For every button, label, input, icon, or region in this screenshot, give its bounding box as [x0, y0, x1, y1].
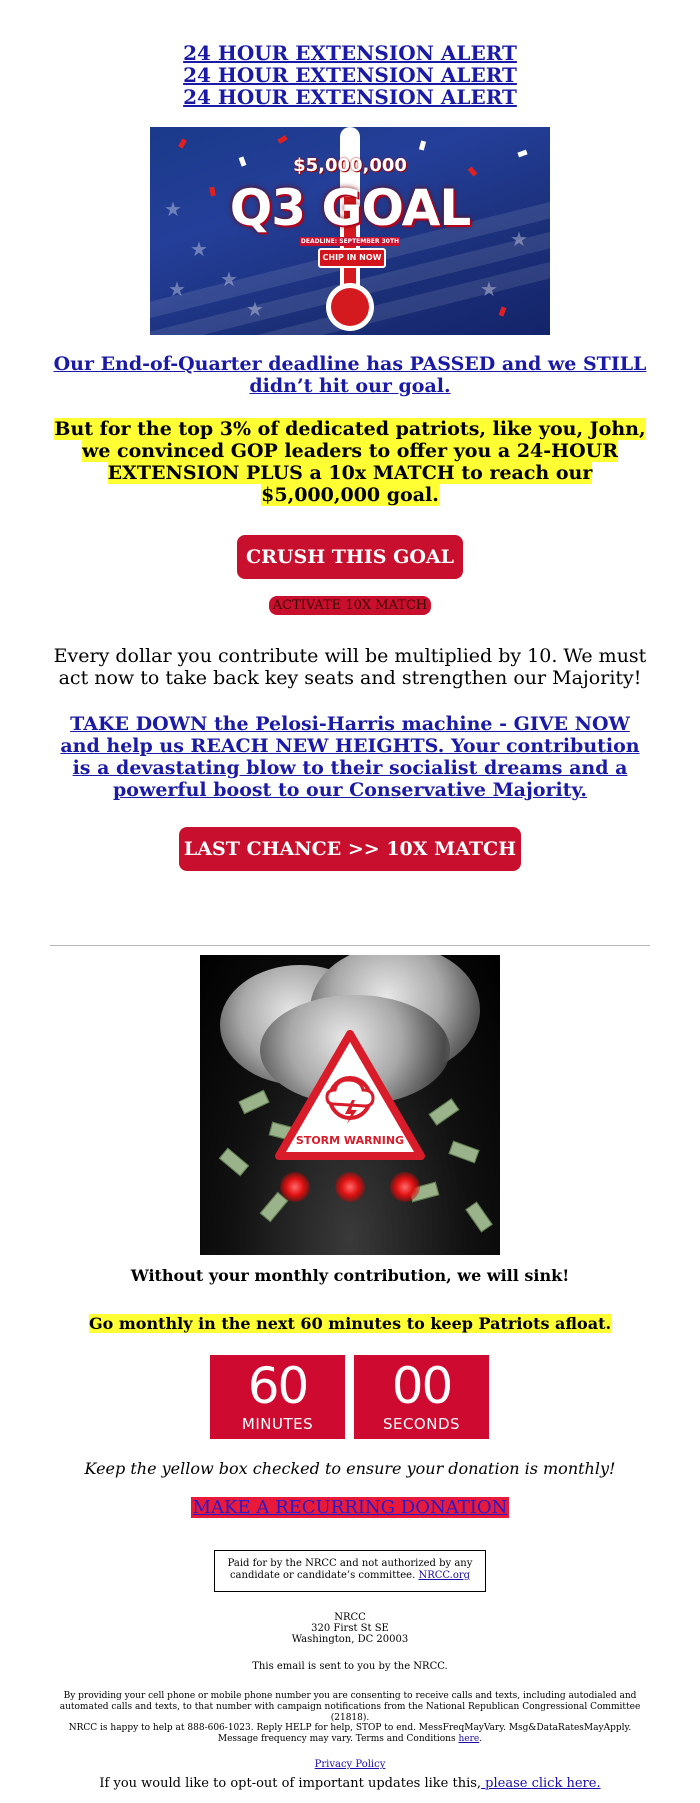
- deadline-paragraph: [50, 353, 650, 397]
- confetti: [277, 135, 287, 144]
- goal-amount: $5,000,000: [293, 155, 407, 176]
- money-icon: [219, 1148, 249, 1177]
- star-icon: ★: [190, 237, 208, 261]
- money-icon: [448, 1141, 479, 1164]
- help-period: .: [479, 1734, 483, 1744]
- activate-match-button[interactable]: ACTIVATE 10X MATCH: [269, 596, 432, 615]
- q3-goal-banner[interactable]: [150, 127, 550, 335]
- keep-yellow-note: Keep the yellow box checked to ensure your donation is monthly!: [84, 1459, 616, 1478]
- star-icon: ★: [246, 297, 264, 321]
- confetti: [178, 138, 187, 148]
- warning-light: [390, 1172, 420, 1202]
- address-org: NRCC: [334, 1612, 366, 1623]
- storm-warning-label: STORM WARNING: [295, 1134, 405, 1147]
- minutes-value: 60: [247, 1357, 308, 1415]
- go-monthly-text: Go monthly in the next 60 minutes to keep Patriots afloat.: [88, 1314, 612, 1333]
- star-icon: ★: [220, 267, 238, 291]
- goal-deadline: DEADLINE: SEPTEMBER 30TH: [300, 238, 400, 245]
- paid-for-text: Paid for by the NRCC and not authorized by any candidate or candidate’s committee.: [227, 1558, 473, 1581]
- privacy-policy-link[interactable]: Privacy Policy: [314, 1759, 386, 1770]
- alert-link-1[interactable]: 24 HOUR EXTENSION ALERT: [183, 41, 517, 65]
- multiplier-paragraph: Every dollar you contribute will be multiplied by 10. We must act now to take back key seats and strengthen our Majority!: [53, 645, 647, 689]
- star-icon: ★: [480, 277, 498, 301]
- seconds-label: SECONDS: [382, 1415, 461, 1433]
- terms-link[interactable]: here: [458, 1734, 480, 1744]
- privacy-row: [0, 1759, 700, 1770]
- warning-light: [280, 1172, 310, 1202]
- chip-in-button[interactable]: CHIP IN NOW: [318, 248, 386, 268]
- takedown-paragraph: [50, 713, 650, 801]
- mailing-address: [0, 1612, 700, 1645]
- sent-by-text: This email is sent to you by the NRCC.: [252, 1661, 448, 1672]
- deadline-link[interactable]: Our End-of-Quarter deadline has PASSED and we STILL didn’t hit our goal.: [53, 353, 647, 397]
- minutes-label: MINUTES: [241, 1415, 314, 1433]
- star-icon: ★: [510, 227, 528, 251]
- paid-for-box: [214, 1550, 486, 1592]
- go-monthly-row: [0, 1314, 700, 1333]
- countdown-seconds: [354, 1355, 489, 1439]
- help-text-row: [50, 1723, 650, 1745]
- storm-warning-sign: [275, 1030, 425, 1160]
- money-icon: [429, 1098, 460, 1126]
- last-chance-button[interactable]: LAST CHANCE >> 10X MATCH: [179, 827, 521, 871]
- star-icon: ★: [168, 277, 186, 301]
- alert-link-3[interactable]: 24 HOUR EXTENSION ALERT: [183, 85, 517, 109]
- optout-link[interactable]: please click here.: [481, 1776, 601, 1791]
- money-icon: [465, 1202, 493, 1233]
- recurring-donation-link[interactable]: MAKE A RECURRING DONATION: [192, 1497, 508, 1518]
- goal-title: Q3 GOAL: [229, 179, 471, 237]
- consent-text: By providing your cell phone or mobile phone number you are consenting to receive calls and texts, including autodialed and automated calls and texts, to that number with campaign notifications from the National Republican Congressional Committee (21818).: [59, 1691, 641, 1723]
- star-icon: ★: [164, 197, 182, 221]
- sink-heading: Without your monthly contribution, we will sink!: [130, 1266, 570, 1285]
- recurring-row: [0, 1497, 700, 1518]
- address-city: Washington, DC 20003: [291, 1634, 409, 1645]
- storm-warning-image[interactable]: [200, 955, 500, 1255]
- confetti: [419, 141, 426, 151]
- confetti: [499, 306, 507, 316]
- takedown-link[interactable]: TAKE DOWN the Pelosi-Harris machine - GIVE NOW and help us REACH NEW HEIGHTS. Your contribution is a devastating blow to their socialist dreams and a powerful boost to our Conservative Majority.: [60, 713, 640, 801]
- optout-row: [0, 1776, 700, 1791]
- nrcc-link[interactable]: NRCC.org: [418, 1570, 471, 1581]
- section-divider: [50, 945, 650, 946]
- warning-light: [335, 1172, 365, 1202]
- activate-match-row: [0, 598, 700, 613]
- help-text: NRCC is happy to help at 888-606-1023. Reply HELP for help, STOP to end. MessFreqMayVary. Msg&DataRatesMayApply. Message frequency may vary. Terms and Conditions: [68, 1723, 632, 1744]
- crush-goal-button[interactable]: CRUSH THIS GOAL: [237, 535, 463, 579]
- extension-alert: [0, 42, 700, 108]
- seconds-value: 00: [391, 1357, 452, 1415]
- alert-link-2[interactable]: 24 HOUR EXTENSION ALERT: [183, 63, 517, 87]
- address-street: 320 First St SE: [311, 1623, 389, 1634]
- extension-offer-paragraph: [48, 418, 652, 506]
- countdown-minutes: [210, 1355, 345, 1439]
- optout-text: If you would like to opt-out of important updates like this,: [99, 1776, 482, 1791]
- money-icon: [238, 1090, 269, 1115]
- highlighted-text: But for the top 3% of dedicated patriots, like you, John, we convinced GOP leaders to offer you a 24-HOUR EXTENSION PLUS a 10x MATCH to reach our $5,000,000 goal.: [54, 418, 646, 506]
